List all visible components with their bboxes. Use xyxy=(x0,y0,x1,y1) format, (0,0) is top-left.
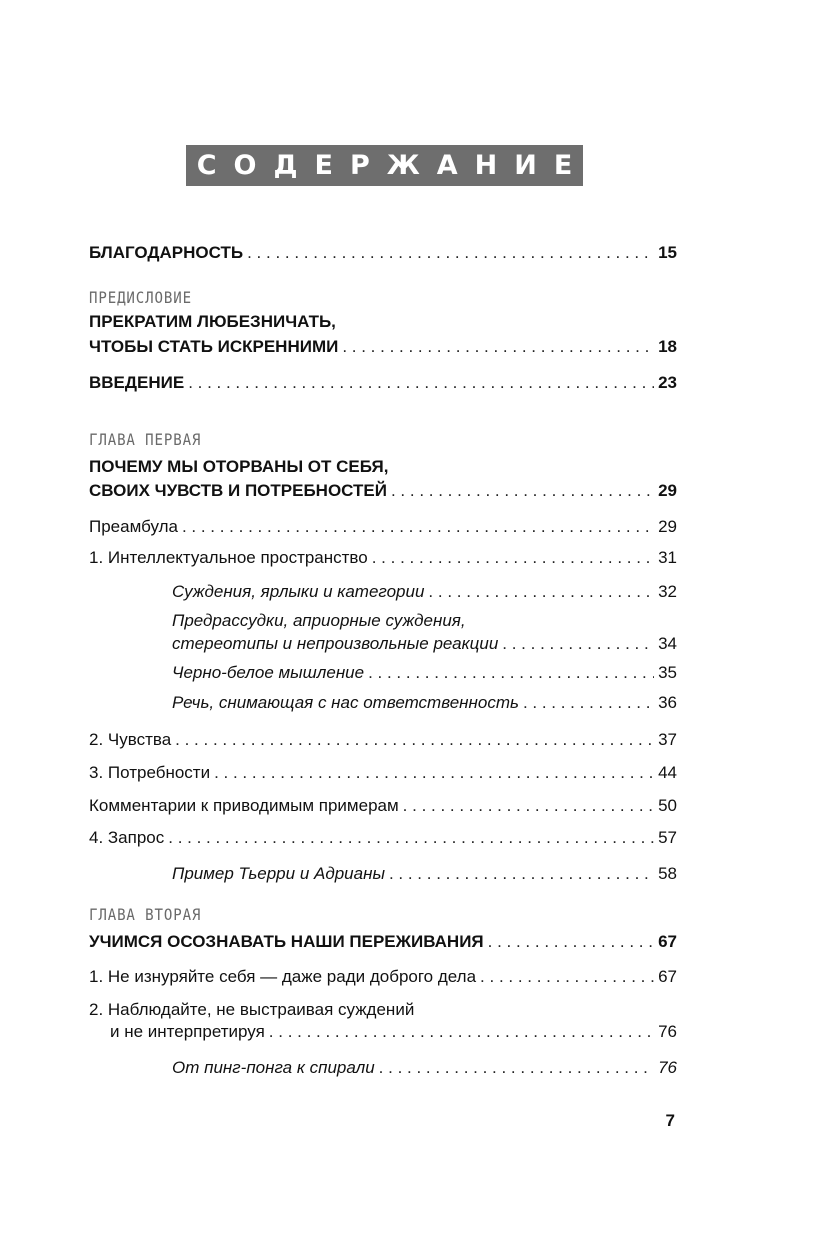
leader-dots xyxy=(214,760,654,786)
toc-page-number: 50 xyxy=(658,796,677,815)
leader-dots xyxy=(372,545,654,571)
toc-entry-title: От пинг-понга к спирали xyxy=(172,1058,375,1077)
toc-entry-title-line1: Предрассудки, априорные суждения, xyxy=(172,611,466,630)
toc-entry[interactable] xyxy=(89,240,677,266)
toc-entry-title-line2: стереотипы и непроизвольные реакции xyxy=(172,634,499,653)
leader-dots xyxy=(428,579,654,605)
leader-dots xyxy=(342,334,654,360)
toc-entry[interactable] xyxy=(89,964,677,990)
toc-entry[interactable] xyxy=(89,929,677,955)
toc-entry-title: 1. Интеллектуальное пространство xyxy=(89,548,368,567)
leader-dots xyxy=(368,660,654,686)
section-caption: ПРЕДИСЛОВИЕ xyxy=(89,288,192,307)
toc-entry-title-line2: и не интерпретируя xyxy=(110,1022,265,1041)
toc-entry-title-line1: 2. Наблюдайте, не выстраивая суждений xyxy=(89,1000,415,1019)
toc-entry-title: Суждения, ярлыки и категории xyxy=(172,582,425,601)
toc-page-number: 76 xyxy=(658,1022,677,1041)
toc-entry[interactable] xyxy=(89,334,677,360)
toc-entry-title: 3. Потребности xyxy=(89,763,211,782)
toc-entry[interactable] xyxy=(89,793,677,819)
toc-page-number: 58 xyxy=(658,864,677,883)
toc-entry-title: Комментарии к приводимым примерам xyxy=(89,796,399,815)
leader-dots xyxy=(269,1019,654,1045)
leader-dots xyxy=(247,240,654,266)
toc-entry-title-line1: ПРЕКРАТИМ ЛЮБЕЗНИЧАТЬ, xyxy=(89,312,336,331)
toc-entry-title: 2. Чувства xyxy=(89,730,172,749)
toc-page-number: 34 xyxy=(658,634,677,653)
toc-entry-title: Пример Тьерри и Адрианы xyxy=(172,864,385,883)
toc-entry[interactable] xyxy=(110,1019,677,1045)
toc-entry[interactable] xyxy=(89,545,677,571)
toc-page-number: 44 xyxy=(658,763,677,782)
toc-subentry[interactable] xyxy=(172,861,677,887)
toc-entry-title: Речь, снимающая с нас ответственность xyxy=(172,693,519,712)
toc-page-number: 76 xyxy=(658,1058,677,1077)
toc-page-number: 29 xyxy=(658,481,677,500)
leader-dots xyxy=(182,514,654,540)
page-number: 7 xyxy=(665,1111,675,1130)
toc-page-number: 36 xyxy=(658,693,677,712)
toc-subentry[interactable] xyxy=(172,1055,677,1081)
toc-entry[interactable] xyxy=(89,825,677,851)
leader-dots xyxy=(188,370,654,396)
toc-page-number: 23 xyxy=(658,373,677,392)
toc-entry[interactable] xyxy=(89,760,677,786)
toc-entry-title: Преамбула xyxy=(89,517,178,536)
toc-subentry[interactable] xyxy=(172,631,677,657)
toc-page-number: 35 xyxy=(658,663,677,682)
toc-entry-title: УЧИМСЯ ОСОЗНАВАТЬ НАШИ ПЕРЕЖИВАНИЯ xyxy=(89,932,484,951)
chapter-caption: ГЛАВА ПЕРВАЯ xyxy=(89,430,202,449)
leader-dots xyxy=(168,825,654,851)
toc-entry-title: БЛАГОДАРНОСТЬ xyxy=(89,243,244,262)
toc-page-number: 67 xyxy=(658,932,677,951)
leader-dots xyxy=(488,929,654,955)
toc-page-number: 32 xyxy=(658,582,677,601)
leader-dots xyxy=(391,478,654,504)
toc-entry-title-line2: СВОИХ ЧУВСТВ И ПОТРЕБНОСТЕЙ xyxy=(89,481,387,500)
leader-dots xyxy=(502,631,654,657)
leader-dots xyxy=(175,727,654,753)
toc-page-number: 29 xyxy=(658,517,677,536)
toc-entry-title: 4. Запрос xyxy=(89,828,165,847)
leader-dots xyxy=(403,793,654,819)
toc-page-number: 15 xyxy=(658,243,677,262)
toc-page-number: 18 xyxy=(658,337,677,356)
leader-dots xyxy=(389,861,654,887)
toc-subentry[interactable] xyxy=(172,579,677,605)
toc-entry-title-line2: ЧТОБЫ СТАТЬ ИСКРЕННИМИ xyxy=(89,337,339,356)
leader-dots xyxy=(523,690,654,716)
toc-entry[interactable] xyxy=(89,727,677,753)
toc-entry-title: Черно-белое мышление xyxy=(172,663,365,682)
contents-heading: СОДЕРЖАНИЕ xyxy=(186,145,583,186)
toc-page-number: 67 xyxy=(658,967,677,986)
toc-entry-title-line1: ПОЧЕМУ МЫ ОТОРВАНЫ ОТ СЕБЯ, xyxy=(89,457,389,476)
leader-dots xyxy=(379,1055,654,1081)
toc-page-number: 31 xyxy=(658,548,677,567)
chapter-caption: ГЛАВА ВТОРАЯ xyxy=(89,905,202,924)
toc-subentry[interactable] xyxy=(172,690,677,716)
toc-page-number: 57 xyxy=(658,828,677,847)
toc-entry[interactable] xyxy=(89,370,677,396)
toc-subentry[interactable] xyxy=(172,660,677,686)
toc-entry[interactable] xyxy=(89,478,677,504)
toc-entry-title: ВВЕДЕНИЕ xyxy=(89,373,185,392)
leader-dots xyxy=(480,964,654,990)
toc-entry[interactable] xyxy=(89,514,677,540)
toc-page-number: 37 xyxy=(658,730,677,749)
toc-entry-title: 1. Не изнуряйте себя — даже ради доброго дела xyxy=(89,967,477,986)
